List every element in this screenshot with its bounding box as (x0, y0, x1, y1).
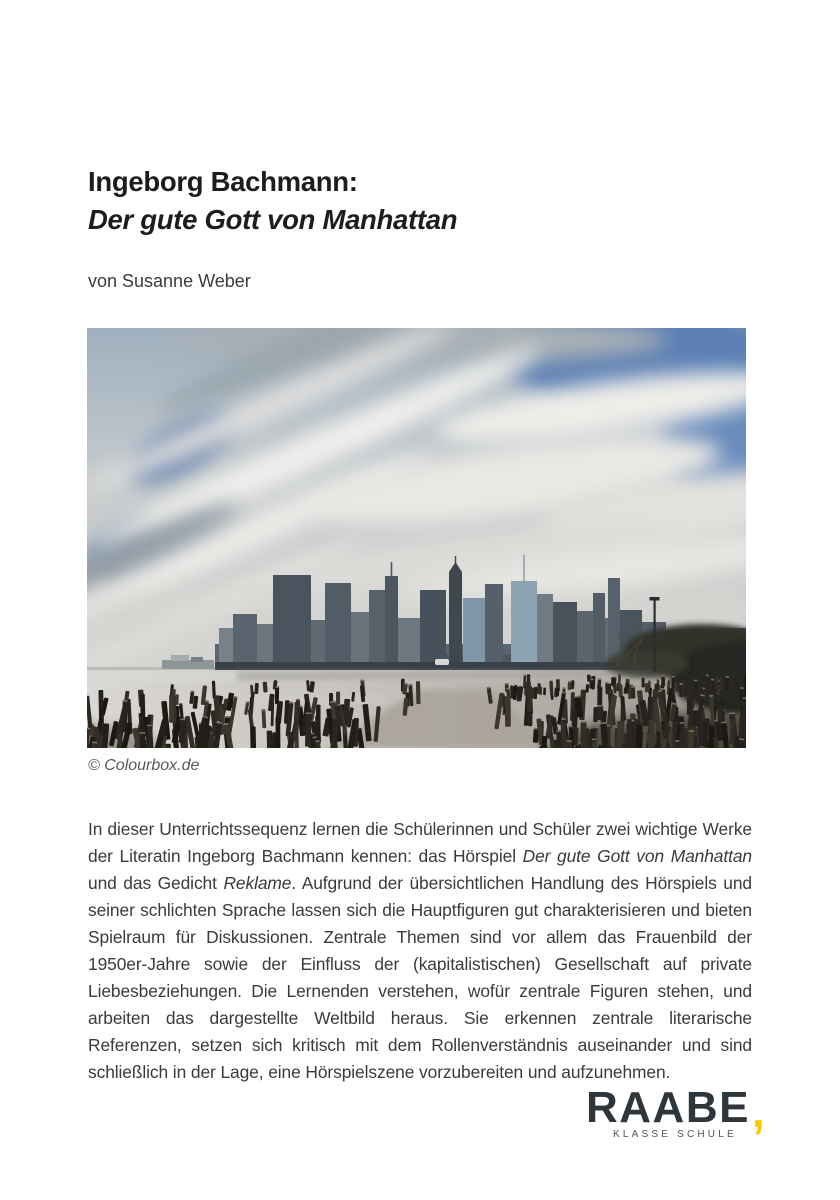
page-title (88, 163, 457, 239)
raabe-logo-tagline: KLASSE SCHULE (613, 1129, 737, 1140)
title-author: Ingeborg Bachmann: (88, 166, 358, 197)
title-work: Der gute Gott von Manhattan (88, 204, 458, 235)
byline: von Susanne Weber (88, 271, 251, 291)
raabe-logo (586, 1083, 765, 1140)
photo-credit: © Colourbox.de (88, 757, 200, 774)
intro-paragraph: In dieser Unterrichtssequenz lernen die Schülerinnen und Schüler zwei wichtige Werke der Literatin Ingeborg Bachmann kennen: das Hörspiel Der gute Gott von Manhattan und das Gedicht Reklame. Aufgrund der übersichtlichen Handlung des Hörspiels und seiner schlichten Sprache lassen sich die Hauptfiguren gut charakterisieren und bieten Spielraum für Diskussionen. Zentrale Themen sind vor allem das Frauenbild der 1950er-Jahre sowie der Einfluss der (kapitalistischen) Gesellschaft auf private Liebesbeziehungen. Die Lernenden verstehen, wofür zentrale Figuren stehen, und arbeiten das dargestellte Weltbild heraus. Sie erkennen zentrale literarische Referenzen, setzen sich kritisch mit dem Rollenverständnis auseinander und sind schließlich in der Lage, eine Hörspielszene vorzubereiten und aufzunehmen. (88, 819, 752, 1082)
raabe-logo-wordmark: RAABE (586, 1083, 750, 1132)
manhattan-photo (87, 328, 746, 748)
raabe-logo-comma-accent: , (751, 1085, 765, 1137)
manhattan-photo-illustration (87, 328, 746, 748)
